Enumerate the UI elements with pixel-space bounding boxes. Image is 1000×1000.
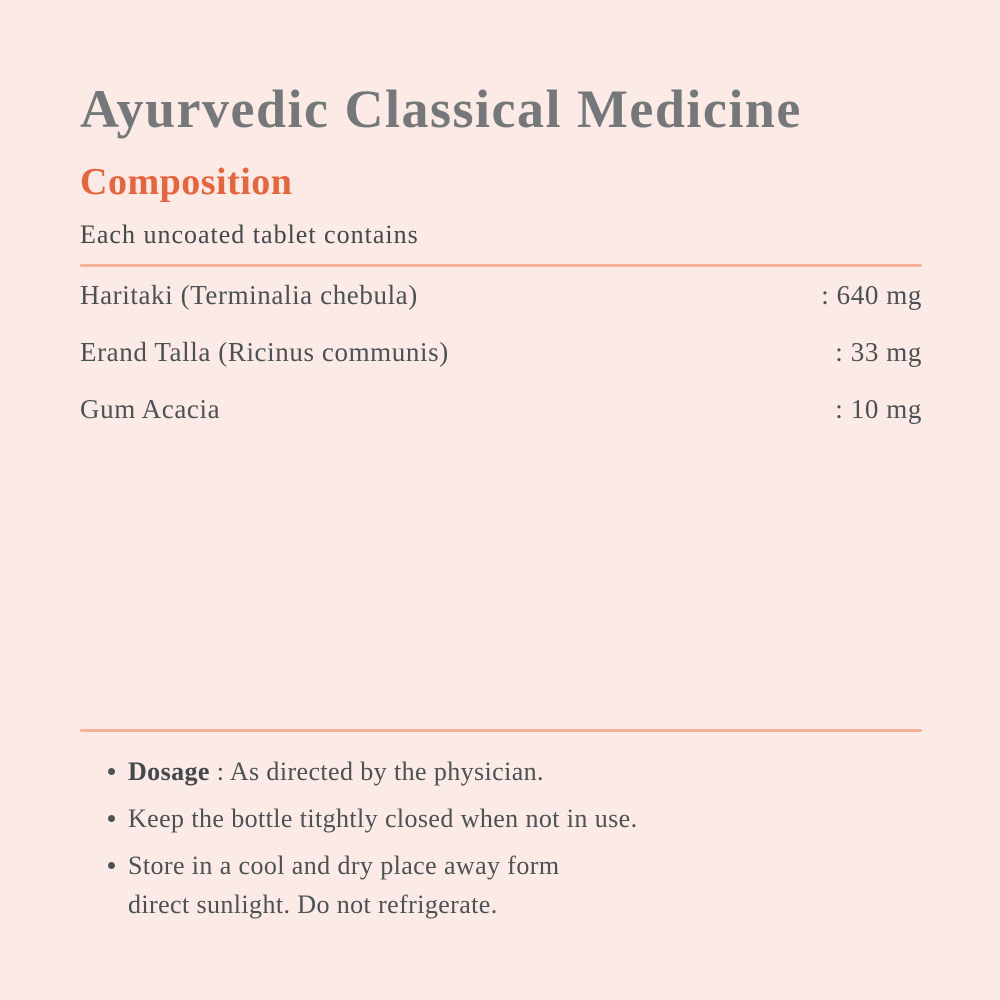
composition-table — [80, 267, 922, 438]
ingredient-name: Gum Acacia — [80, 394, 221, 425]
note-body: Store in a cool and dry place away form — [128, 851, 560, 881]
table-row — [80, 381, 922, 438]
note-body: : As directed by the physician. — [209, 757, 544, 787]
ingredient-amount: : 33 mg — [835, 337, 922, 368]
bullet-icon — [108, 862, 115, 869]
note-text — [128, 846, 559, 924]
list-item — [108, 799, 922, 838]
list-item — [108, 846, 922, 924]
table-row — [80, 267, 922, 324]
ingredient-name: Erand Talla (Ricinus communis) — [80, 337, 449, 368]
ingredient-amount: : 10 mg — [835, 394, 922, 425]
note-lead: Dosage — [128, 757, 210, 787]
list-item — [108, 752, 922, 791]
composition-heading: Composition — [80, 161, 293, 204]
table-row — [80, 324, 922, 381]
bullet-icon — [108, 768, 115, 775]
empty-space — [80, 438, 922, 715]
notes-list — [80, 752, 922, 924]
bullet-icon — [108, 815, 115, 822]
page-title: Ayurvedic Classical Medicine — [80, 79, 802, 139]
note-body: Keep the bottle titghtly closed when not in use. — [128, 804, 638, 834]
table-caption: Each uncoated tablet contains — [80, 220, 419, 250]
note-text — [128, 752, 544, 791]
note-text — [128, 799, 638, 838]
ingredient-name: Haritaki (Terminalia chebula) — [80, 280, 418, 311]
ingredient-amount: : 640 mg — [821, 280, 922, 311]
note-body-line2: direct sunlight. Do not refrigerate. — [128, 890, 498, 920]
divider-bottom — [80, 729, 922, 732]
